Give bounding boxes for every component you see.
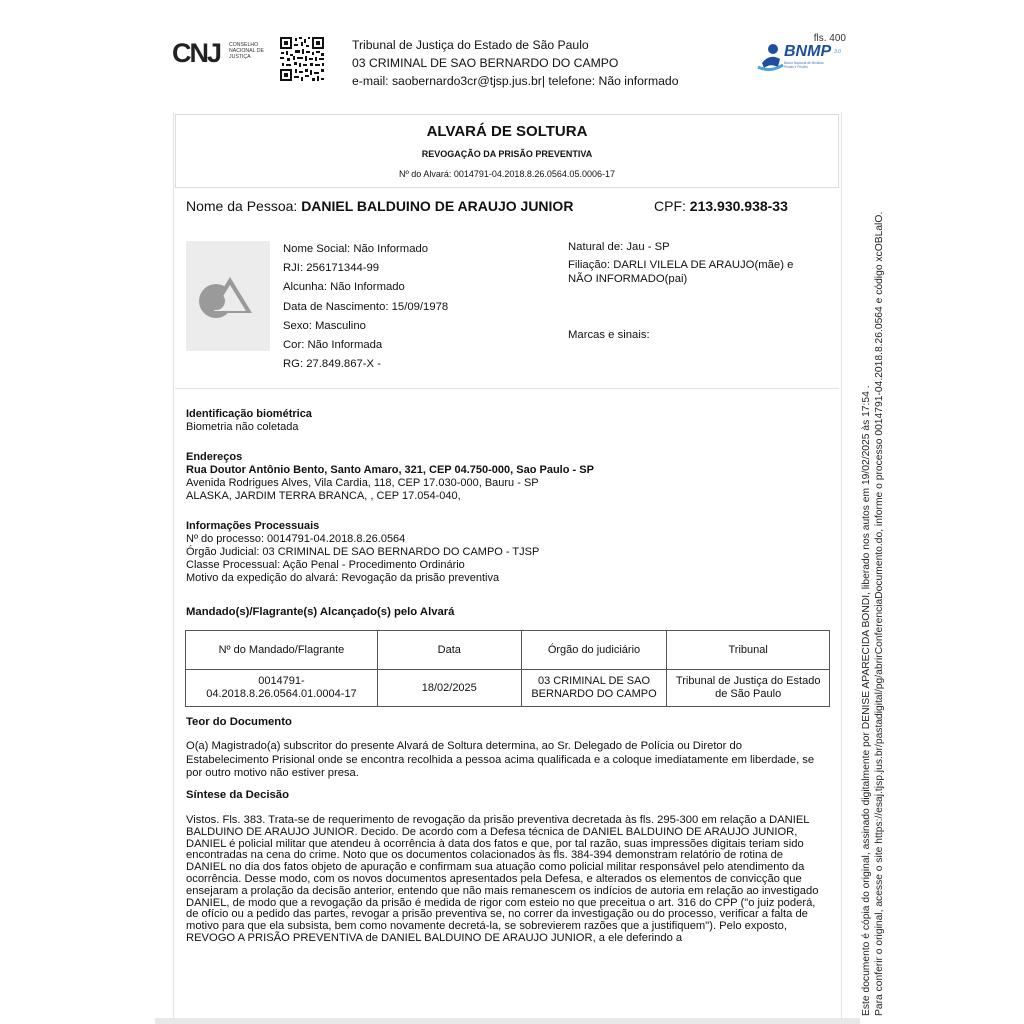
bnmp-logo (756, 35, 846, 77)
qr-code-icon (279, 36, 325, 82)
mandado-number: 0014791-04.2018.8.26.0564.01.0004-17 (186, 670, 378, 707)
sex: Sexo: Masculino (283, 319, 366, 332)
page-fls-number: fls. 400 (813, 33, 846, 44)
address-primary: Rua Doutor Antônio Bento, Santo Amaro, 321, CEP 04.750-000, Sao Paulo - SP (186, 464, 594, 476)
column-header: Nº do Mandado/Flagrante (186, 631, 378, 670)
person-photo-placeholder (186, 241, 270, 351)
rji: RJI: 256171344-99 (283, 262, 380, 275)
person-name-line (186, 198, 573, 214)
enderecos-section (186, 451, 594, 503)
birth-date: Data de Nascimento: 15/09/1978 (283, 300, 449, 313)
court-header (352, 36, 678, 90)
filiacao: Filiação: DARLI VILELA DE ARAUJO(mãe) e NÃO INFORMADO(pai) (568, 259, 794, 285)
authentication-side-note (860, 156, 886, 1016)
bnmp-logo-text: BNMP (784, 43, 832, 60)
orgao-judicial: Órgão Judicial: 03 CRIMINAL DE SAO BERNARDO DO CAMPO - TJSP (186, 546, 540, 558)
cpf-label: CPF: (654, 198, 686, 214)
section-heading: Endereços (186, 451, 243, 463)
address-item: Avenida Rodrigues Alves, Vila Cardia, 118, CEP 17.030-000, Bauru - SP (186, 477, 539, 489)
cnj-logo (172, 38, 264, 72)
court-contact: e-mail: saobernardo3cr@tjsp.jus.br| telefone: Não informado (352, 74, 679, 88)
document-subtitle: REVOGAÇÃO DA PRISÃO PREVENTIVA (421, 149, 593, 159)
alcunha: Alcunha: Não Informado (283, 281, 405, 294)
marcas-sinais: Marcas e sinais: (568, 329, 650, 341)
person-details (283, 240, 448, 374)
section-heading: Identificação biométrica (186, 408, 312, 420)
motivo-expedicao: Motivo da expedição do alvará: Revogação da prisão preventiva (186, 572, 500, 584)
side-note-line2: Para conferir o original, acesse o site https://esaj.tjsp.jus.br/pastadigital/pg/abrirConferenciaDocumento.do, informe o processo 0014791-04.2018.8.26.0564 e código xcOBLalO. (874, 211, 885, 1016)
bnmp-person-icon (756, 41, 784, 75)
section-heading: Informações Processuais (186, 520, 320, 532)
page-bottom-edge (155, 1018, 860, 1024)
sintese-text: Vistos. Fls. 383. Trata-se de requerimento de revogação da prisão preventiva decretada às fls. 295-300 em relação a DANIEL BALDUINO DE ARAUJO JUNIOR. Decido. De acordo com a Defesa técnica de DANIEL BALDUINO DE ARAUJO JUNIOR, DANIEL é policial militar que atendeu à ocorrência à data dos fatos e que, por tal razão, suas impressões digitais teriam sido encontradas na cena do crime. Noto que os documentos colacionados às fls. 384-394 demonstram relatório de rotina de DANIEL no dia dos fatos objeto de apuração e confirmam sua atuação como policial militar responsável pelo atendimento da ocorrência. Desse modo, com os novos documentos apresentados pela Defesa, e alterados os elementos de convicção que ensejaram a prolação da decisão anterior, entendo que não mais remanescem os indícios de autoria em relação ao investigado DANIEL, de modo que a revogação da prisão é medida de rigor com esteio no que preceitua o art. 316 do CPP ("o juiz poderá, de ofício ou a pedido das partes, revogar a prisão preventiva se, no correr da investigação ou do processo, verificar a falta de motivo para que ela subsista, bem como novamente decretá-la, se sobrevierem razões que a justifiquem"). Pelo exposto, REVOGO A PRISÃO PREVENTIVA de DANIEL BALDUINO DE ARAUJO JUNIOR, a ele deferindo a (186, 814, 819, 944)
cpf-line (654, 198, 788, 214)
social-name: Nome Social: Não Informado (283, 243, 429, 255)
bnmp-version: 3.0 (834, 49, 841, 55)
biometria-section (186, 408, 312, 434)
biometria-text: Biometria não coletada (186, 421, 299, 433)
column-header: Tribunal (667, 631, 830, 670)
mandados-table (185, 630, 830, 707)
table-row (186, 670, 830, 707)
address-item: ALASKA, JARDIM TERRA BRANCA, , CEP 17.054-040, (186, 490, 461, 502)
divider (175, 388, 839, 389)
person-origin (568, 240, 818, 341)
rg: RG: 27.849.867-X - (283, 358, 381, 371)
processuais-section (186, 520, 539, 585)
table-header-row (186, 631, 830, 670)
title-box (175, 114, 839, 188)
mandado-orgao: 03 CRIMINAL DE SAO BERNARDO DO CAMPO (521, 670, 667, 707)
natural: Natural de: Jau - SP (568, 241, 670, 253)
photo-placeholder-icon (186, 241, 270, 351)
column-header: Órgão do judiciário (521, 631, 667, 670)
court-unit: 03 CRIMINAL DE SAO BERNARDO DO CAMPO (352, 56, 619, 70)
name-label: Nome da Pessoa: (186, 198, 298, 214)
mandado-tribunal: Tribunal de Justiça do Estado de São Paulo (667, 670, 830, 707)
court-name: Tribunal de Justiça do Estado de São Paulo (352, 38, 589, 52)
side-note-line1: Este documento é cópia do original, assinado digitalmente por DENISE APARECIDA BONDI, liberado nos autos em 19/02/2025 às 17:54 . (861, 385, 872, 1016)
mandado-date: 18/02/2025 (377, 670, 521, 707)
person-name: DANIEL BALDUINO DE ARAUJO JUNIOR (301, 198, 574, 214)
alvara-number: Nº do Alvará: 0014791-04.2018.8.26.0564.05.0006-17 (399, 169, 615, 179)
teor-heading: Teor do Documento (186, 716, 292, 728)
teor-text: O(a) Magistrado(a) subscritor do presente Alvará de Soltura determina, ao Sr. Delegado de Polícia ou Diretor do Estabelecimento Prisional onde se encontra recolhida a pessoa acima qualificada e a coloque imediatamente em liberdade, se por outro motivo não estiver presa. (186, 740, 815, 780)
cnj-logo-subtitle: CONSELHO NACIONAL DE JUSTIÇA (229, 42, 264, 60)
color: Cor: Não Informada (283, 339, 383, 352)
column-header: Data (377, 631, 521, 670)
sintese-heading: Síntese da Decisão (186, 789, 289, 801)
bnmp-logo-subtitle: Banco Nacional de Medidas Penais e Prisões (784, 61, 824, 69)
mandados-heading: Mandado(s)/Flagrante(s) Alcançado(s) pelo Alvará (186, 606, 455, 618)
classe-processual: Classe Processual: Ação Penal - Procedimento Ordinário (186, 559, 465, 571)
cpf-value: 213.930.938-33 (689, 198, 788, 214)
cnj-logo-mark: CNJ (172, 38, 221, 68)
document-title: ALVARÁ DE SOLTURA (426, 123, 588, 140)
process-number: Nº do processo: 0014791-04.2018.8.26.0564 (186, 533, 406, 545)
